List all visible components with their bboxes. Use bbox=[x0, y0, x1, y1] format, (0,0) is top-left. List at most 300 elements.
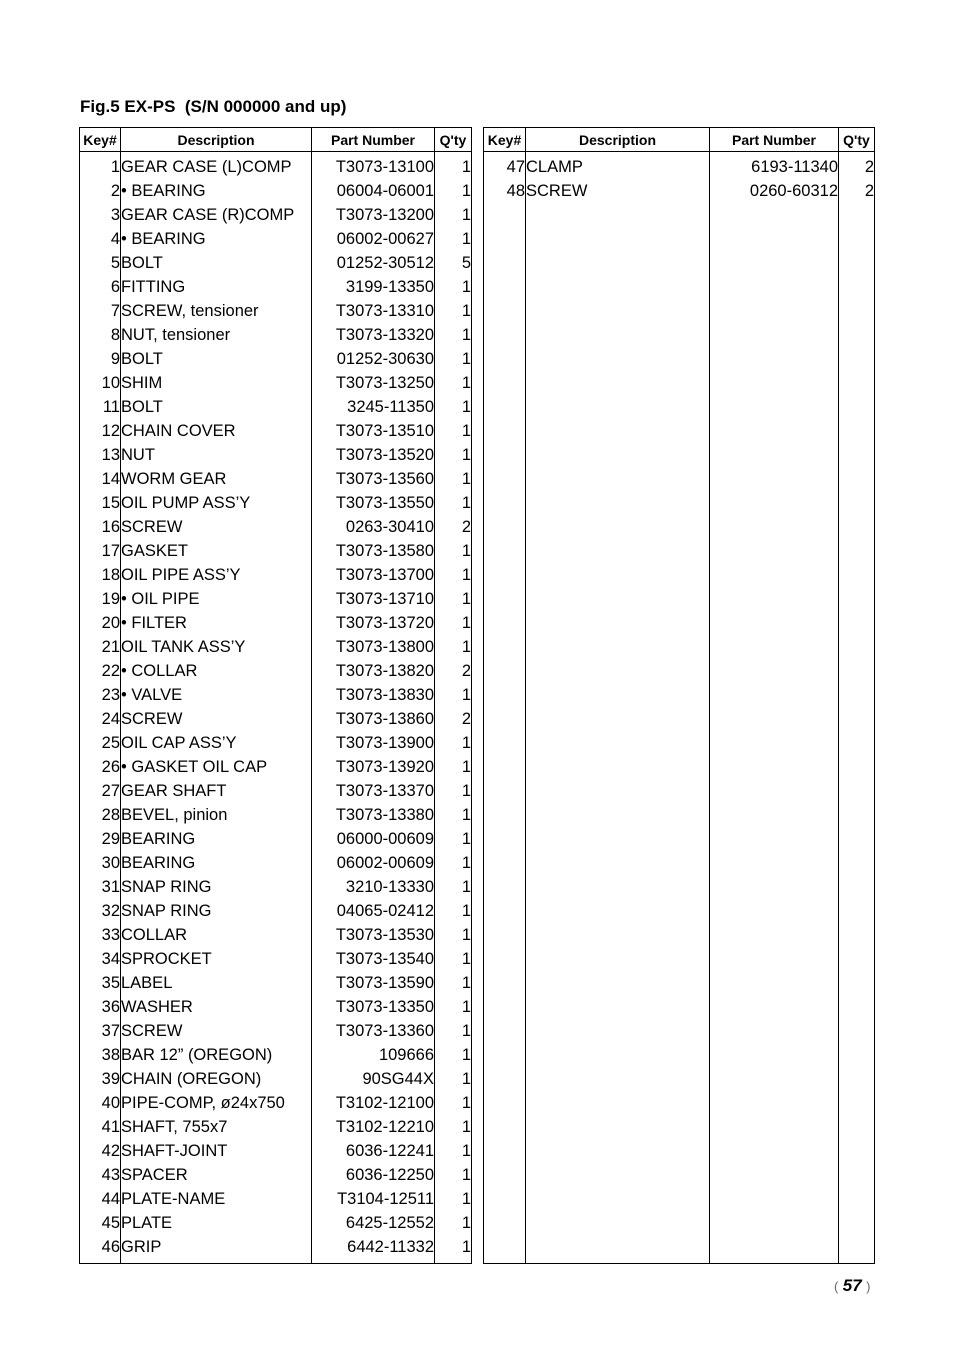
key-cell: 22 bbox=[80, 660, 121, 684]
qty-cell: 5 bbox=[435, 252, 472, 276]
table-header-row bbox=[484, 128, 875, 152]
table-row bbox=[80, 252, 472, 276]
key-cell: 33 bbox=[80, 924, 121, 948]
part-number-cell: T3073-13320 bbox=[312, 324, 435, 348]
key-cell bbox=[484, 1236, 526, 1260]
table-row bbox=[80, 1044, 472, 1068]
part-number-cell: 6193-11340 bbox=[710, 156, 839, 180]
spacer-cell bbox=[526, 1260, 710, 1264]
qty-cell bbox=[839, 636, 875, 660]
qty-cell bbox=[839, 492, 875, 516]
description-cell: NUT bbox=[121, 444, 312, 468]
description-cell: BOLT bbox=[121, 396, 312, 420]
empty-row bbox=[484, 1116, 875, 1140]
qty-cell: 1 bbox=[435, 1092, 472, 1116]
qty-cell: 1 bbox=[435, 180, 472, 204]
key-cell bbox=[484, 276, 526, 300]
qty-cell: 1 bbox=[435, 924, 472, 948]
part-number-cell bbox=[710, 972, 839, 996]
description-cell bbox=[526, 372, 710, 396]
part-number-cell bbox=[710, 636, 839, 660]
table-row bbox=[80, 660, 472, 684]
qty-cell bbox=[839, 1212, 875, 1236]
table-row bbox=[80, 804, 472, 828]
qty-cell bbox=[839, 1044, 875, 1068]
part-number-cell bbox=[710, 1020, 839, 1044]
description-cell bbox=[526, 684, 710, 708]
page-number-value: 57 bbox=[842, 1276, 862, 1295]
key-cell: 44 bbox=[80, 1188, 121, 1212]
qty-cell: 1 bbox=[435, 636, 472, 660]
empty-row bbox=[484, 204, 875, 228]
key-cell: 26 bbox=[80, 756, 121, 780]
description-cell bbox=[526, 516, 710, 540]
part-number-cell: T3102-12210 bbox=[312, 1116, 435, 1140]
key-cell: 24 bbox=[80, 708, 121, 732]
description-cell: • FILTER bbox=[121, 612, 312, 636]
table-row bbox=[80, 852, 472, 876]
part-number-cell bbox=[710, 276, 839, 300]
part-number-cell bbox=[710, 804, 839, 828]
parts-table-left bbox=[79, 127, 472, 1264]
key-cell: 21 bbox=[80, 636, 121, 660]
qty-cell bbox=[839, 324, 875, 348]
part-number-cell bbox=[710, 828, 839, 852]
part-number-cell bbox=[710, 876, 839, 900]
description-cell bbox=[526, 492, 710, 516]
empty-row bbox=[484, 276, 875, 300]
description-cell bbox=[526, 1116, 710, 1140]
qty-cell: 1 bbox=[435, 612, 472, 636]
spacer-cell bbox=[484, 1260, 526, 1264]
qty-cell bbox=[839, 564, 875, 588]
empty-row bbox=[484, 252, 875, 276]
part-number-cell: T3073-13800 bbox=[312, 636, 435, 660]
part-number-cell: T3073-13590 bbox=[312, 972, 435, 996]
part-number-cell bbox=[710, 1140, 839, 1164]
key-cell bbox=[484, 1164, 526, 1188]
qty-cell bbox=[839, 300, 875, 324]
qty-cell: 1 bbox=[435, 564, 472, 588]
empty-row bbox=[484, 516, 875, 540]
part-number-cell: T3073-13360 bbox=[312, 1020, 435, 1044]
table-row bbox=[80, 996, 472, 1020]
description-cell: BEARING bbox=[121, 828, 312, 852]
description-cell: CHAIN (OREGON) bbox=[121, 1068, 312, 1092]
description-cell: SHAFT, 755x7 bbox=[121, 1116, 312, 1140]
part-number-cell: 6425-12552 bbox=[312, 1212, 435, 1236]
key-cell bbox=[484, 636, 526, 660]
key-cell bbox=[484, 684, 526, 708]
part-number-cell: 01252-30512 bbox=[312, 252, 435, 276]
qty-column-header: Q'ty bbox=[435, 128, 472, 152]
empty-row bbox=[484, 804, 875, 828]
key-cell bbox=[484, 516, 526, 540]
key-cell bbox=[484, 204, 526, 228]
part-number-cell bbox=[710, 1068, 839, 1092]
part-number-cell: 04065-02412 bbox=[312, 900, 435, 924]
qty-cell bbox=[839, 252, 875, 276]
part-number-cell: T3073-13550 bbox=[312, 492, 435, 516]
key-cell bbox=[484, 780, 526, 804]
part-number-cell: 06002-00609 bbox=[312, 852, 435, 876]
description-cell bbox=[526, 612, 710, 636]
table-row bbox=[80, 204, 472, 228]
qty-cell bbox=[839, 276, 875, 300]
table-row bbox=[80, 780, 472, 804]
qty-cell bbox=[839, 372, 875, 396]
qty-cell: 1 bbox=[435, 204, 472, 228]
empty-row bbox=[484, 396, 875, 420]
table-row bbox=[80, 684, 472, 708]
key-cell: 28 bbox=[80, 804, 121, 828]
description-cell bbox=[526, 324, 710, 348]
part-number-cell: 6036-12241 bbox=[312, 1140, 435, 1164]
qty-cell bbox=[839, 756, 875, 780]
table-header-row bbox=[80, 128, 472, 152]
part-number-cell bbox=[710, 996, 839, 1020]
key-cell: 32 bbox=[80, 900, 121, 924]
part-number-cell: T3073-13370 bbox=[312, 780, 435, 804]
qty-cell: 1 bbox=[435, 852, 472, 876]
qty-cell: 1 bbox=[435, 372, 472, 396]
table-row bbox=[80, 828, 472, 852]
key-cell: 14 bbox=[80, 468, 121, 492]
empty-row bbox=[484, 684, 875, 708]
part-number-cell bbox=[710, 1212, 839, 1236]
table-row bbox=[80, 540, 472, 564]
key-cell bbox=[484, 732, 526, 756]
qty-cell: 1 bbox=[435, 1188, 472, 1212]
description-cell: LABEL bbox=[121, 972, 312, 996]
part-number-cell bbox=[710, 372, 839, 396]
key-cell bbox=[484, 252, 526, 276]
description-cell bbox=[526, 300, 710, 324]
empty-row bbox=[484, 756, 875, 780]
key-cell: 5 bbox=[80, 252, 121, 276]
description-cell bbox=[526, 924, 710, 948]
empty-row bbox=[484, 852, 875, 876]
part-number-cell bbox=[710, 780, 839, 804]
key-cell: 19 bbox=[80, 588, 121, 612]
qty-cell bbox=[839, 1068, 875, 1092]
key-cell: 6 bbox=[80, 276, 121, 300]
part-number-cell bbox=[710, 948, 839, 972]
description-cell: CLAMP bbox=[526, 156, 710, 180]
description-cell: SCREW bbox=[526, 180, 710, 204]
part-number-cell bbox=[710, 732, 839, 756]
qty-cell bbox=[839, 1236, 875, 1260]
part-number-column-header: Part Number bbox=[710, 128, 839, 152]
description-cell bbox=[526, 756, 710, 780]
qty-cell bbox=[839, 996, 875, 1020]
qty-cell bbox=[839, 972, 875, 996]
part-number-cell bbox=[710, 420, 839, 444]
description-cell bbox=[526, 948, 710, 972]
qty-cell: 1 bbox=[435, 156, 472, 180]
key-cell: 35 bbox=[80, 972, 121, 996]
qty-cell: 1 bbox=[435, 1164, 472, 1188]
description-cell: PIPE-COMP, ø24x750 bbox=[121, 1092, 312, 1116]
qty-cell: 2 bbox=[839, 156, 875, 180]
part-number-cell bbox=[710, 1164, 839, 1188]
description-cell bbox=[526, 1044, 710, 1068]
key-cell bbox=[484, 348, 526, 372]
table-row bbox=[80, 1116, 472, 1140]
part-number-cell bbox=[710, 924, 839, 948]
part-number-cell: T3073-13820 bbox=[312, 660, 435, 684]
qty-cell: 1 bbox=[435, 396, 472, 420]
qty-cell bbox=[839, 900, 875, 924]
key-cell: 25 bbox=[80, 732, 121, 756]
empty-row bbox=[484, 948, 875, 972]
table-row bbox=[80, 1236, 472, 1260]
description-cell: GRIP bbox=[121, 1236, 312, 1260]
key-cell bbox=[484, 372, 526, 396]
qty-cell bbox=[839, 396, 875, 420]
description-cell bbox=[526, 1140, 710, 1164]
table-row bbox=[80, 588, 472, 612]
key-cell: 36 bbox=[80, 996, 121, 1020]
qty-cell: 1 bbox=[435, 684, 472, 708]
description-cell: • COLLAR bbox=[121, 660, 312, 684]
part-number-cell: 6036-12250 bbox=[312, 1164, 435, 1188]
qty-cell: 1 bbox=[435, 588, 472, 612]
table-row bbox=[80, 492, 472, 516]
key-cell bbox=[484, 1212, 526, 1236]
key-cell: 27 bbox=[80, 780, 121, 804]
key-cell bbox=[484, 444, 526, 468]
qty-cell: 1 bbox=[435, 1116, 472, 1140]
part-number-cell bbox=[710, 684, 839, 708]
qty-cell bbox=[839, 708, 875, 732]
part-number-cell bbox=[710, 228, 839, 252]
qty-cell bbox=[839, 876, 875, 900]
key-column-header: Key# bbox=[80, 128, 121, 152]
description-cell: OIL PUMP ASS’Y bbox=[121, 492, 312, 516]
description-cell: FITTING bbox=[121, 276, 312, 300]
qty-cell: 2 bbox=[435, 516, 472, 540]
key-cell bbox=[484, 300, 526, 324]
table-row bbox=[80, 1164, 472, 1188]
qty-cell: 1 bbox=[435, 876, 472, 900]
qty-cell: 1 bbox=[435, 732, 472, 756]
description-cell bbox=[526, 588, 710, 612]
table-row bbox=[80, 300, 472, 324]
part-number-cell: 0260-60312 bbox=[710, 180, 839, 204]
part-number-cell bbox=[710, 1236, 839, 1260]
description-cell: • VALVE bbox=[121, 684, 312, 708]
part-number-cell bbox=[710, 204, 839, 228]
qty-cell: 1 bbox=[435, 1212, 472, 1236]
table-row bbox=[80, 876, 472, 900]
qty-cell: 2 bbox=[435, 708, 472, 732]
qty-cell: 1 bbox=[435, 1020, 472, 1044]
page-number-close-bracket: ) bbox=[866, 1279, 871, 1294]
key-cell: 16 bbox=[80, 516, 121, 540]
table-row bbox=[80, 1188, 472, 1212]
empty-row bbox=[484, 1020, 875, 1044]
part-number-cell: T3073-13350 bbox=[312, 996, 435, 1020]
part-number-cell bbox=[710, 708, 839, 732]
description-cell: SNAP RING bbox=[121, 876, 312, 900]
description-cell bbox=[526, 204, 710, 228]
part-number-cell bbox=[710, 396, 839, 420]
key-cell bbox=[484, 660, 526, 684]
table-row bbox=[80, 756, 472, 780]
description-cell bbox=[526, 348, 710, 372]
empty-row bbox=[484, 1164, 875, 1188]
part-number-cell: 90SG44X bbox=[312, 1068, 435, 1092]
description-cell bbox=[526, 228, 710, 252]
empty-row bbox=[484, 780, 875, 804]
part-number-cell bbox=[710, 756, 839, 780]
table-row bbox=[80, 420, 472, 444]
description-cell: SCREW bbox=[121, 1020, 312, 1044]
qty-cell: 1 bbox=[435, 324, 472, 348]
part-number-cell: 109666 bbox=[312, 1044, 435, 1068]
table-row bbox=[80, 636, 472, 660]
qty-cell: 2 bbox=[435, 660, 472, 684]
description-cell: WASHER bbox=[121, 996, 312, 1020]
qty-cell bbox=[839, 852, 875, 876]
empty-row bbox=[484, 540, 875, 564]
key-cell bbox=[484, 492, 526, 516]
table-row bbox=[80, 1212, 472, 1236]
qty-cell: 1 bbox=[435, 276, 472, 300]
qty-cell bbox=[839, 1140, 875, 1164]
key-cell: 29 bbox=[80, 828, 121, 852]
key-cell bbox=[484, 1116, 526, 1140]
empty-row bbox=[484, 612, 875, 636]
table-row bbox=[80, 180, 472, 204]
description-cell: SPACER bbox=[121, 1164, 312, 1188]
part-number-cell: T3073-13830 bbox=[312, 684, 435, 708]
empty-row bbox=[484, 228, 875, 252]
description-cell: • BEARING bbox=[121, 228, 312, 252]
description-cell: GASKET bbox=[121, 540, 312, 564]
key-cell: 40 bbox=[80, 1092, 121, 1116]
description-cell: OIL CAP ASS’Y bbox=[121, 732, 312, 756]
qty-cell bbox=[839, 780, 875, 804]
qty-cell bbox=[839, 660, 875, 684]
description-cell: • OIL PIPE bbox=[121, 588, 312, 612]
qty-cell: 1 bbox=[435, 804, 472, 828]
part-number-cell: 3210-13330 bbox=[312, 876, 435, 900]
description-cell: PLATE-NAME bbox=[121, 1188, 312, 1212]
description-cell: GEAR CASE (R)COMP bbox=[121, 204, 312, 228]
part-number-cell bbox=[710, 660, 839, 684]
description-cell: SHIM bbox=[121, 372, 312, 396]
empty-row bbox=[484, 420, 875, 444]
qty-cell: 1 bbox=[435, 444, 472, 468]
table-row bbox=[80, 1140, 472, 1164]
table-row bbox=[80, 348, 472, 372]
part-number-cell: T3073-13530 bbox=[312, 924, 435, 948]
description-cell bbox=[526, 1020, 710, 1044]
key-cell bbox=[484, 1140, 526, 1164]
qty-cell: 1 bbox=[435, 756, 472, 780]
part-number-cell: T3073-13380 bbox=[312, 804, 435, 828]
part-number-cell: 06004-06001 bbox=[312, 180, 435, 204]
qty-cell: 1 bbox=[435, 996, 472, 1020]
qty-column-header: Q'ty bbox=[839, 128, 875, 152]
key-cell bbox=[484, 468, 526, 492]
description-cell bbox=[526, 1092, 710, 1116]
qty-cell: 1 bbox=[435, 948, 472, 972]
key-cell: 20 bbox=[80, 612, 121, 636]
empty-row bbox=[484, 300, 875, 324]
qty-cell: 1 bbox=[435, 228, 472, 252]
description-cell bbox=[526, 396, 710, 420]
part-number-cell: 01252-30630 bbox=[312, 348, 435, 372]
qty-cell bbox=[839, 420, 875, 444]
part-number-cell bbox=[710, 252, 839, 276]
key-cell bbox=[484, 1092, 526, 1116]
key-cell bbox=[484, 1068, 526, 1092]
qty-cell bbox=[839, 588, 875, 612]
part-number-cell: T3073-13710 bbox=[312, 588, 435, 612]
key-cell: 10 bbox=[80, 372, 121, 396]
table-row bbox=[80, 972, 472, 996]
key-cell bbox=[484, 540, 526, 564]
description-cell: OIL TANK ASS’Y bbox=[121, 636, 312, 660]
key-cell bbox=[484, 228, 526, 252]
key-cell bbox=[484, 324, 526, 348]
description-cell bbox=[526, 420, 710, 444]
qty-cell: 1 bbox=[435, 1236, 472, 1260]
table-row bbox=[80, 612, 472, 636]
spacer-cell bbox=[710, 1260, 839, 1264]
part-number-cell: 0263-30410 bbox=[312, 516, 435, 540]
qty-cell: 1 bbox=[435, 420, 472, 444]
key-cell bbox=[484, 588, 526, 612]
description-cell bbox=[526, 804, 710, 828]
part-number-cell: T3073-13560 bbox=[312, 468, 435, 492]
description-cell bbox=[526, 636, 710, 660]
part-number-cell: T3102-12100 bbox=[312, 1092, 435, 1116]
qty-cell: 1 bbox=[435, 828, 472, 852]
key-cell: 46 bbox=[80, 1236, 121, 1260]
table-row bbox=[80, 948, 472, 972]
table-row bbox=[80, 1020, 472, 1044]
empty-row bbox=[484, 468, 875, 492]
description-cell bbox=[526, 1188, 710, 1212]
qty-cell bbox=[839, 516, 875, 540]
empty-row bbox=[484, 444, 875, 468]
page-number bbox=[834, 1276, 871, 1296]
key-cell: 18 bbox=[80, 564, 121, 588]
part-number-cell bbox=[710, 492, 839, 516]
part-number-cell bbox=[710, 300, 839, 324]
part-number-cell: T3104-12511 bbox=[312, 1188, 435, 1212]
description-cell bbox=[526, 1164, 710, 1188]
part-number-cell: 3245-11350 bbox=[312, 396, 435, 420]
table-row bbox=[80, 1068, 472, 1092]
description-cell: NUT, tensioner bbox=[121, 324, 312, 348]
qty-cell bbox=[839, 612, 875, 636]
table-row bbox=[80, 444, 472, 468]
key-cell: 7 bbox=[80, 300, 121, 324]
empty-row bbox=[484, 1212, 875, 1236]
part-number-cell: 06002-00627 bbox=[312, 228, 435, 252]
qty-cell bbox=[839, 1188, 875, 1212]
description-cell bbox=[526, 1236, 710, 1260]
description-cell: BOLT bbox=[121, 252, 312, 276]
empty-row bbox=[484, 1140, 875, 1164]
key-cell bbox=[484, 828, 526, 852]
key-cell: 11 bbox=[80, 396, 121, 420]
